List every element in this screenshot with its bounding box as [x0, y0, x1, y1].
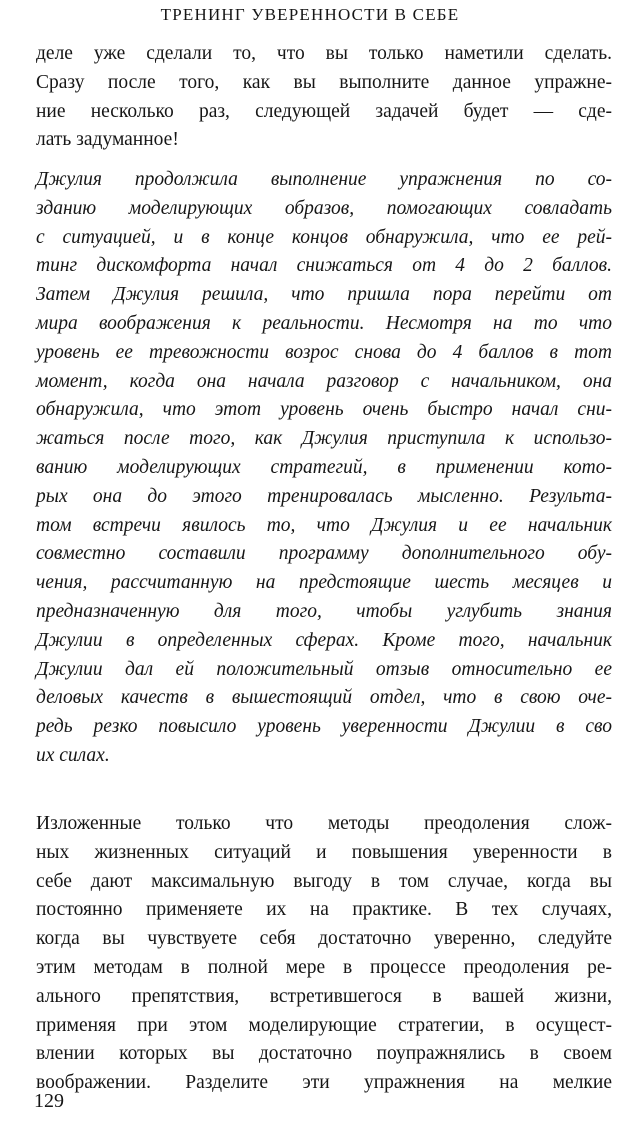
text-line: редь резко повысило уровень уверенности Джулии в сво: [36, 716, 612, 738]
text-line: влении которых вы достаточно поупражнялись в своем: [36, 1043, 612, 1065]
text-line: ных жизненных ситуаций и повышения уверенности в: [36, 841, 612, 863]
text-line: рых она до этого тренировалась мысленно. Результа-: [36, 485, 612, 507]
text-line: себе дают максимальную выгоду в том случае, когда вы: [36, 870, 612, 892]
text-line: том встречи явилось то, что Джулия и ее начальник: [36, 514, 612, 536]
text-line: Затем Джулия решила, что пришла пора перейти от: [36, 284, 612, 306]
text-line: этим методам в полной мере в процессе преодоления ре-: [36, 956, 612, 978]
text-line: ванию моделирующих стратегий, в применении кото-: [36, 456, 612, 478]
text-line: деловых качеств в вышестоящий отдел, что в свою оче-: [36, 687, 612, 709]
text-line: тинг дискомфорта начал снижаться от 4 до 2 баллов.: [36, 255, 612, 277]
paragraph-3: [36, 810, 612, 1098]
text-line: предназначенную для того, чтобы углубить знания: [36, 600, 612, 622]
text-line: воображении. Разделите эти упражнения на мелкие: [36, 1072, 612, 1094]
text-line: обнаружила, что этот уровень очень быстро начал сни-: [36, 399, 612, 421]
text-line: их силах.: [36, 744, 110, 766]
text-line: Сразу после того, как вы выполните данное упражне-: [36, 71, 612, 93]
text-line: момент, когда она начала разговор с начальником, она: [36, 370, 612, 392]
text-line: совместно составили программу дополнительного обу-: [36, 543, 612, 565]
paragraph-2-example: [36, 166, 612, 771]
text-line: уровень ее тревожности возрос снова до 4 баллов в тот: [36, 341, 612, 363]
text-line: Джулии в определенных сферах. Кроме того, начальник: [36, 629, 612, 651]
text-line: Джулии дал ей положительный отзыв относительно ее: [36, 658, 612, 680]
text-line: с ситуацией, и в конце концов обнаружила, что ее рей-: [36, 226, 612, 248]
text-line: постоянно применяете их на практике. В тех случаях,: [36, 899, 612, 921]
text-line: применяя при этом моделирующие стратегии, в осущест-: [36, 1014, 612, 1036]
text-line: зданию моделирующих образов, помогающих совладать: [36, 197, 612, 219]
paragraph-1: [36, 40, 612, 155]
page-number: 129: [34, 1090, 64, 1112]
text-line: деле уже сделали то, что вы только наметили сделать.: [36, 43, 612, 64]
text-line: ального препятствия, встретившегося в вашей жизни,: [36, 985, 612, 1007]
running-head: ТРЕНИНГ УВЕРЕННОСТИ В СЕБЕ: [160, 5, 460, 24]
text-line: Джулия продолжила выполнение упражнения по со-: [36, 169, 612, 190]
text-line: мира воображения к реальности. Несмотря на то что: [36, 312, 612, 334]
text-line: лать задуманное!: [36, 129, 179, 151]
text-line: ние несколько раз, следующей задачей будет — сде-: [36, 100, 612, 122]
text-line: когда вы чувствуете себя достаточно уверенно, следуйте: [36, 928, 612, 950]
text-line: жаться после того, как Джулия приступила к использо-: [36, 428, 612, 450]
text-line: Изложенные только что методы преодоления слож-: [36, 813, 612, 834]
text-line: чения, рассчитанную на предстоящие шесть месяцев и: [36, 572, 612, 594]
